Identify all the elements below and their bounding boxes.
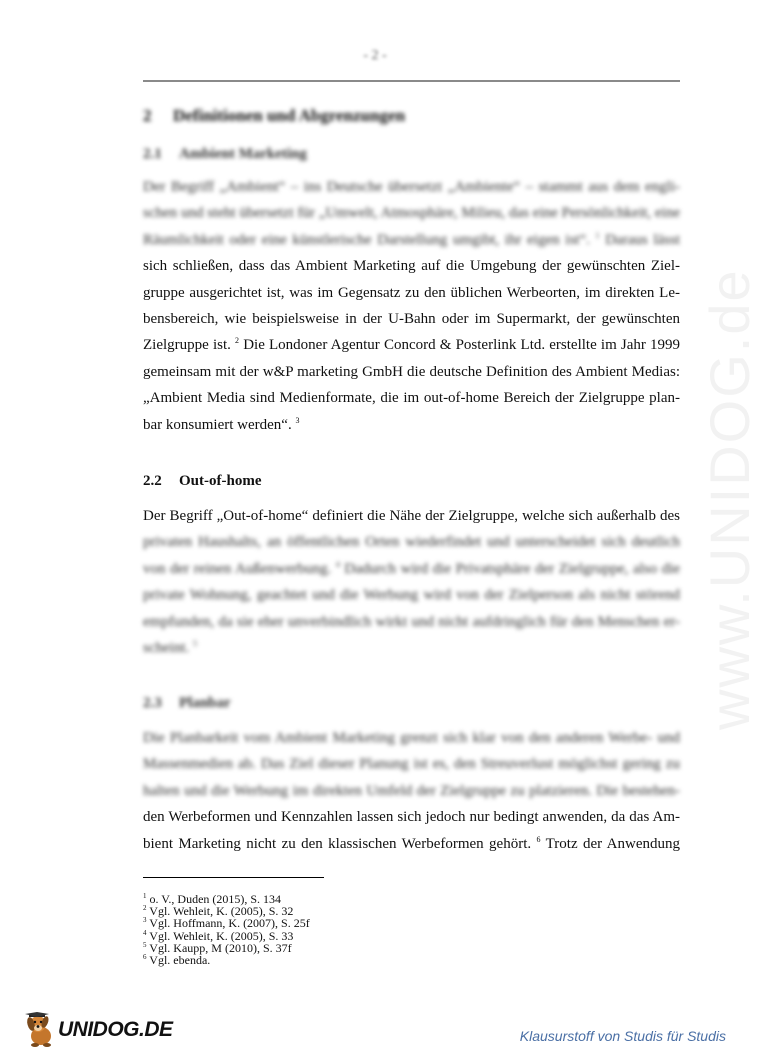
paragraph-ambient-marketing xyxy=(143,174,680,438)
text-line: bensbereich, wie beispielsweise in der U-Bahn oder im Supermarkt, der gewünschten xyxy=(143,310,680,327)
subsection-heading-2-2: 2.2 Out-of-home xyxy=(143,473,262,489)
page-number: - 2 - xyxy=(363,48,387,63)
text-line: bar konsumiert werden“. $^3$ xyxy=(143,415,300,433)
text-line: von der reinen Außenwerbung. $^4$ Dadurch wird die Privatsphäre der Zielgruppe, also die xyxy=(143,559,681,577)
footnote-4: $^4$ Vgl. Wehleit, K. (2005), S. 33 xyxy=(143,928,294,943)
paragraph-planbar xyxy=(143,725,680,857)
text-line: private Wohnung, geachtet und die Werbung wird von der Zielperson als nicht störend xyxy=(143,587,680,604)
footnotes xyxy=(143,893,310,966)
text-line: schen und steht übersetzt für „Umwelt, Atmosphäre, Milieu, das eine Persönlichkeit, eine xyxy=(143,205,680,222)
text-line: halten und die Werbung im direkten Umfeld der Zielgruppe zu platzieren. Die bestehen- xyxy=(143,782,680,799)
section-title: Definitionen und Abgrenzungen xyxy=(173,106,406,125)
footer-tagline: Klausurstoff von Studis für Studis xyxy=(519,1028,726,1044)
header-rule xyxy=(143,80,680,82)
footnote-1: $^1$ o. V., Duden (2015), S. 134 xyxy=(143,892,282,906)
footnote-6: $^6$ Vgl. ebenda. xyxy=(143,953,211,968)
text-line: scheint. $^5$ xyxy=(143,638,197,656)
footnote-separator xyxy=(143,877,324,878)
text-line: Zielgruppe ist. $^2$ Die Londoner Agentur Concord & Posterlink Ltd. erstellte im Jahr 1999 xyxy=(143,336,681,354)
footnote-2: $^2$ Vgl. Wehleit, K. (2005), S. 32 xyxy=(143,904,294,919)
text-line: gemeinsam mit der w&P marketing GmbH die deutsche Definition des Ambient Medias: xyxy=(143,363,680,380)
section-heading xyxy=(143,106,405,126)
text-line: Der Begriff „Ambient“ – ins Deutsche übersetzt „Ambiente“ – stammt aus dem engli- xyxy=(143,179,680,195)
subsection-heading-2-1: 2.1 Ambient Marketing xyxy=(143,146,307,162)
text-line: Massenmedien ab. Das Ziel dieser Planung ist es, den Streuverlust möglichst gering zu xyxy=(143,756,680,773)
text-line: Räumlichkeit oder eine künstlerische Darstellung umgibt, ihr eigen ist“. $^1$ Daraus lässt xyxy=(143,230,681,248)
text-line: gruppe ausgerichtet ist, was im Gegensatz zu den üblichen Werbeorten, im direkten Le- xyxy=(143,284,680,301)
dog-mascot-icon xyxy=(24,1012,56,1048)
text-line: privaten Haushalts, an öffentlichen Orten wiederfindet und unterscheidet sich deutlich xyxy=(143,534,680,551)
footnote-5: $^5$ Vgl. Kaupp, M (2010), S. 37f xyxy=(143,940,292,955)
text-line: Der Begriff „Out-of-home“ definiert die Nähe der Zielgruppe, welche sich außerhalb des xyxy=(143,508,680,524)
text-line: empfunden, da sie eher unverbindlich wirkt und nicht aufdringlich für den Menschen er- xyxy=(143,613,680,630)
text-line: den Werbeformen und Kennzahlen lassen sich jedoch nur bedingt anwenden, da das Am- xyxy=(143,809,680,826)
logo-text: UNIDOG.DE xyxy=(58,1018,173,1041)
text-line: „Ambient Media sind Medienformate, die im out-of-home Bereich der Zielgruppe plan- xyxy=(143,390,680,407)
subsection-heading-2-3: 2.3 Planbar xyxy=(143,695,231,711)
paragraph-out-of-home xyxy=(143,503,680,661)
watermark: www.UNIDOG.de xyxy=(698,268,761,730)
unidog-logo[interactable] xyxy=(24,1012,173,1048)
section-number: 2 xyxy=(143,106,152,125)
footnote-3: $^3$ Vgl. Hoffmann, K. (2007), S. 25f xyxy=(143,916,310,931)
text-line: sich schließen, dass das Ambient Marketing auf die Umgebung der gewünschten Ziel- xyxy=(143,258,680,275)
text-line: Die Planbarkeit vom Ambient Marketing grenzt sich klar von den anderen Werbe- und xyxy=(143,730,680,746)
text-line: bient Marketing nicht zu den klassischen Werbeformen gehört. $^6$ Trotz der Anwendung xyxy=(143,834,680,852)
